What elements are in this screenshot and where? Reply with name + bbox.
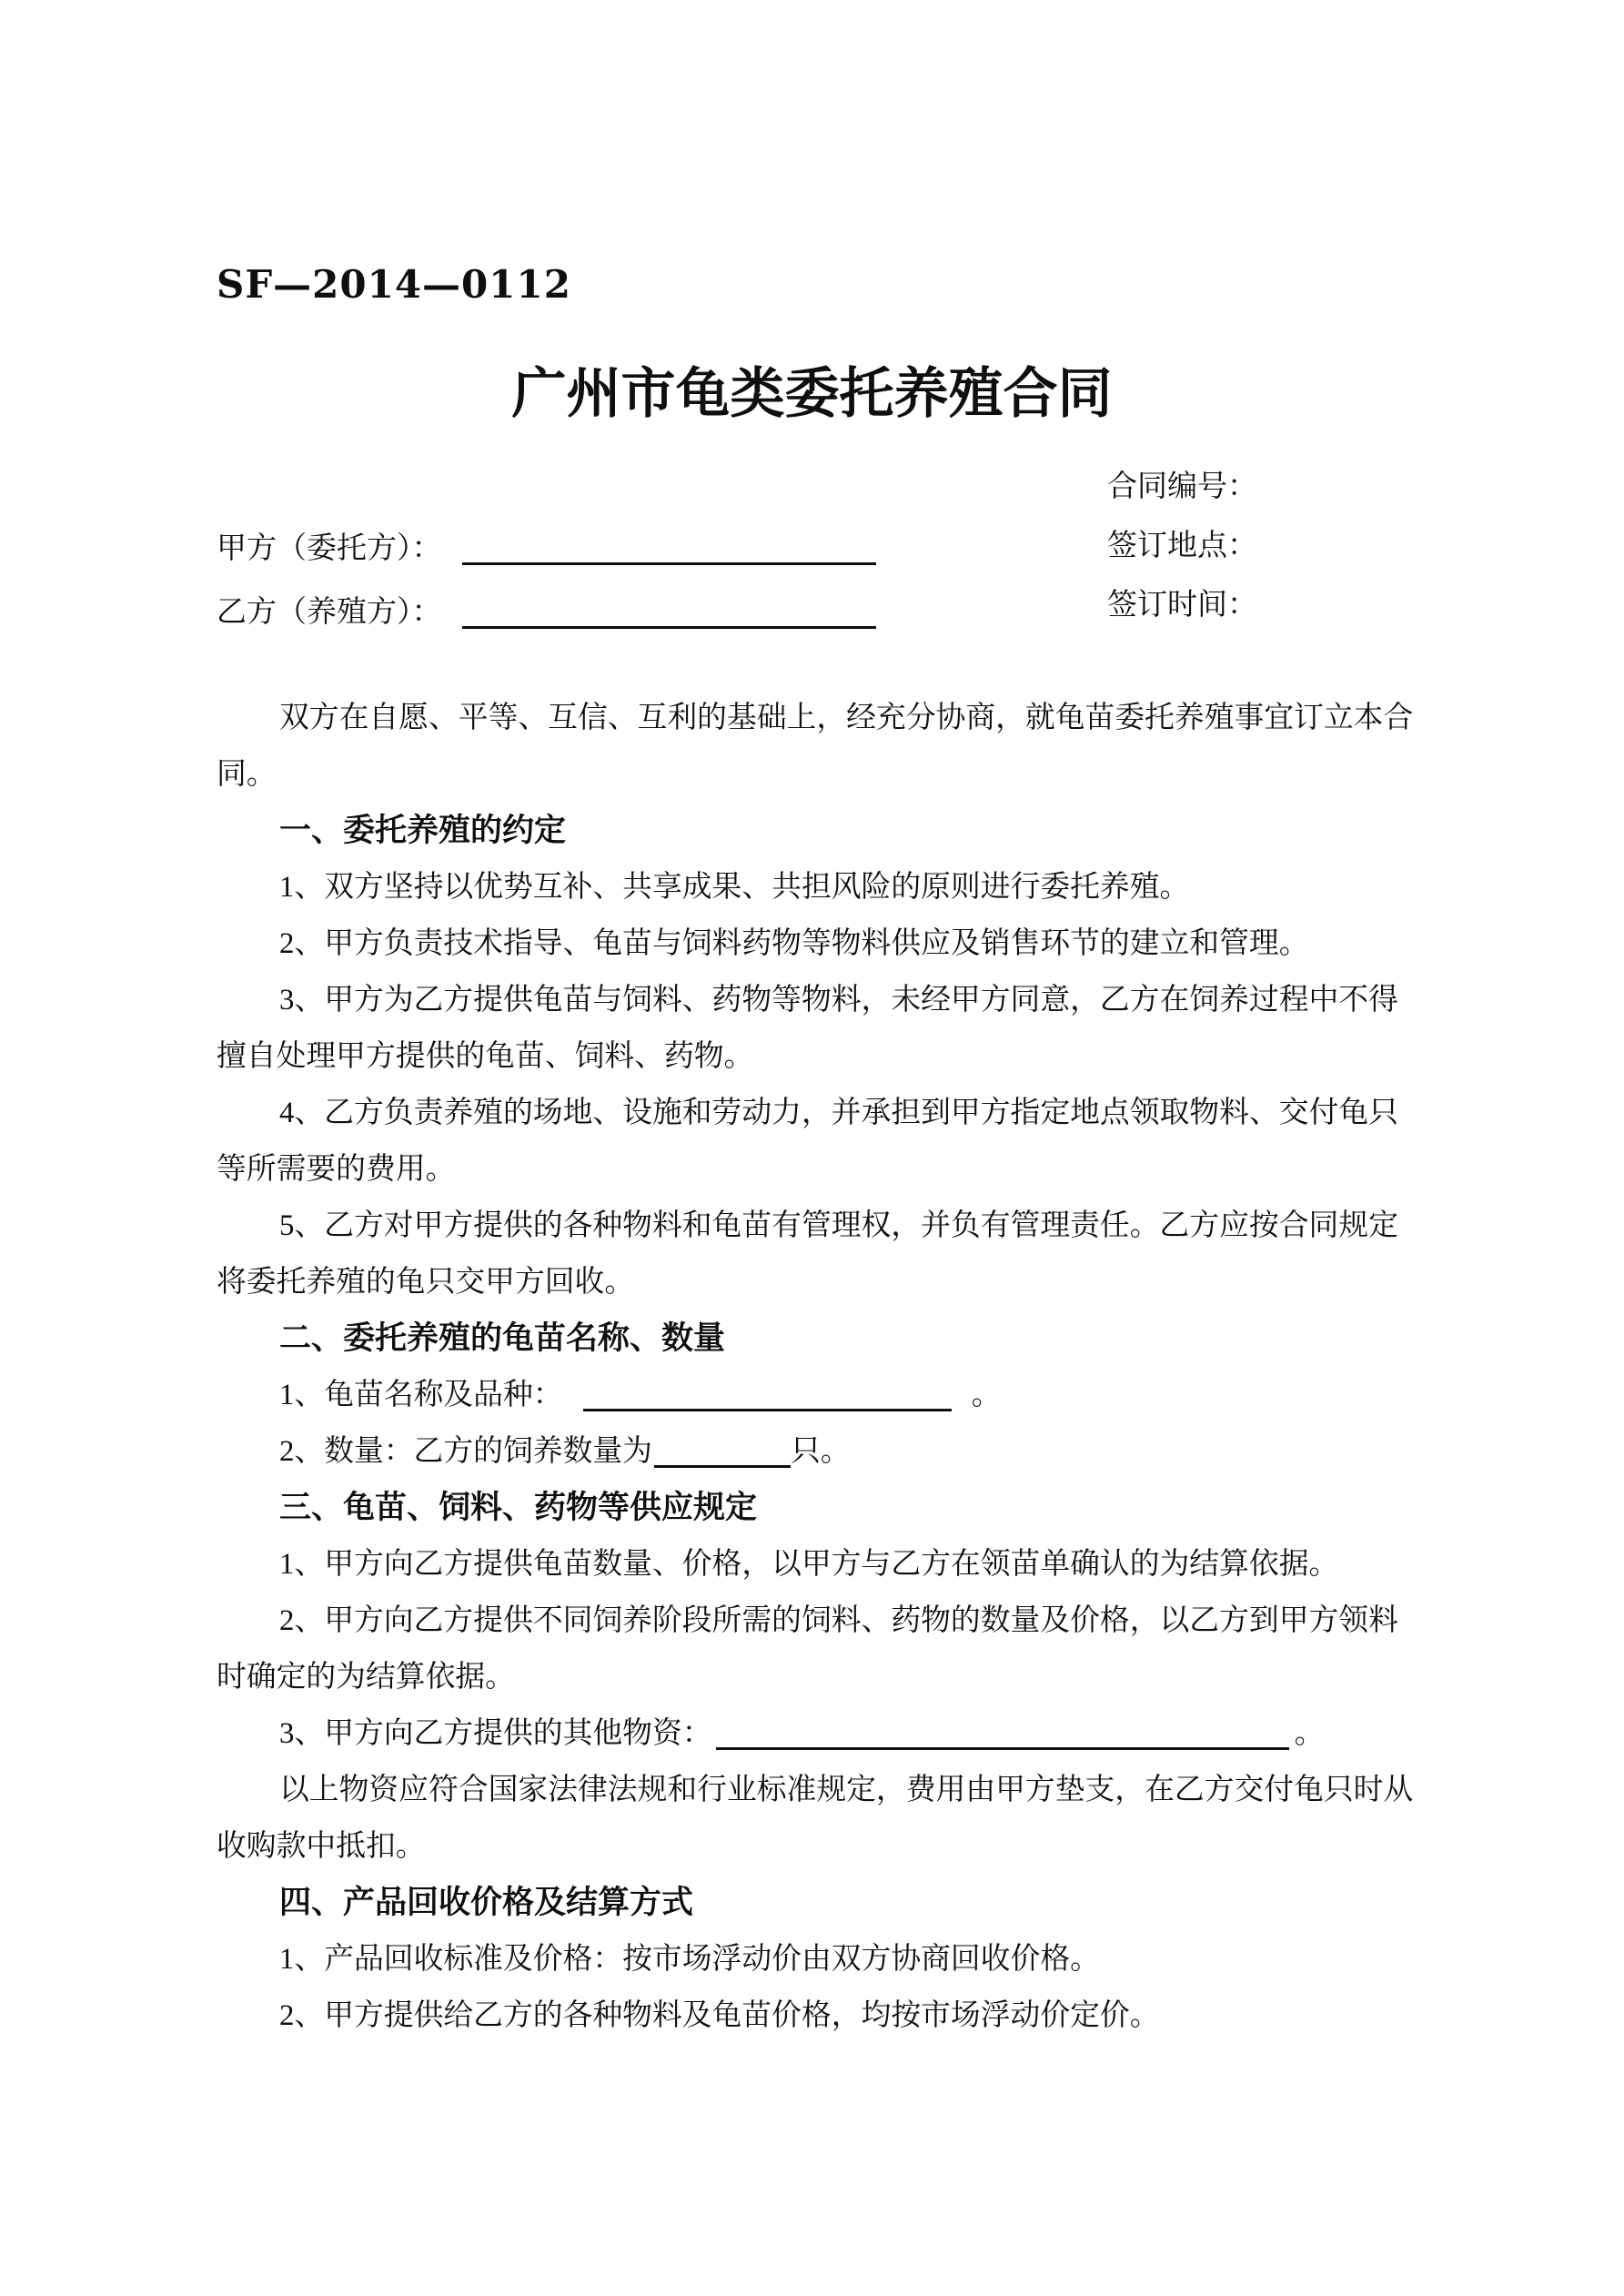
clause-line: 等所需要的费用。	[217, 1153, 456, 1186]
contract-body	[217, 690, 1417, 2044]
clause-text: 1、龟苗名称及品种：	[279, 1379, 563, 1411]
species-fill-in-blank	[583, 1379, 952, 1411]
header-fields	[217, 460, 1408, 655]
clause-line: 4、乙方负责养殖的场地、设施和劳动力，并承担到甲方指定地点领取物料、交付龟只	[279, 1097, 1398, 1129]
note-line: 以上物资应符合国家法律法规和行业标准规定，费用由甲方垫支，在乙方交付龟只时从	[279, 1774, 1414, 1806]
clause-line	[217, 1423, 1417, 1480]
intro-line: 同。	[217, 758, 277, 791]
sign-place-label: 签订地点：	[1107, 530, 1257, 562]
clause-line	[217, 1705, 1417, 1762]
clause-line: 擅自处理甲方提供的龟苗、饲料、药物。	[217, 1040, 754, 1073]
party-b-blank-line	[462, 596, 876, 629]
clause-line: 1、产品回收标准及价格：按市场浮动价由双方协商回收价格。	[279, 1943, 1100, 1976]
clause-line: 5、乙方对甲方提供的各种物料和龟苗有管理权，并负有管理责任。乙方应按合同规定	[279, 1209, 1398, 1242]
clause-line: 时确定的为结算依据。	[217, 1661, 515, 1694]
section-3-heading: 三、龟苗、饲料、药物等供应规定	[279, 1490, 758, 1526]
clause-line: 3、甲方为乙方提供龟苗与饲料、药物等物料，未经甲方同意，乙方在饲养过程中不得	[279, 984, 1398, 1017]
party-a-blank-line	[462, 532, 876, 565]
contract-title: 广州市龟类委托养殖合同	[511, 362, 1113, 426]
sign-time-label: 签订时间：	[1107, 589, 1257, 622]
quantity-fill-in-blank	[654, 1435, 791, 1468]
intro-line: 双方在自愿、平等、互信、互利的基础上，经充分协商，就龟苗委托养殖事宜订立本合	[279, 702, 1414, 734]
contract-no-label: 合同编号：	[1107, 470, 1257, 503]
party-b-row	[217, 581, 876, 644]
section-4-heading: 四、产品回收价格及结算方式	[279, 1885, 694, 1921]
section-1-heading: 一、委托养殖的约定	[279, 813, 567, 849]
parties-column	[217, 517, 876, 644]
signing-info-column	[1107, 458, 1257, 635]
clause-text: 3、甲方向乙方提供的其他物资：	[279, 1717, 712, 1750]
doc-code: SF—2014—0112	[217, 262, 571, 307]
party-a-label: 甲方（委托方）：	[217, 532, 442, 565]
party-a-row	[217, 517, 876, 581]
clause-line: 将委托养殖的龟只交甲方回收。	[217, 1266, 635, 1299]
clause-line: 1、甲方向乙方提供龟苗数量、价格，以甲方与乙方在领苗单确认的为结算依据。	[279, 1548, 1339, 1581]
clause-line: 1、双方坚持以优势互补、共享成果、共担风险的原则进行委托养殖。	[279, 871, 1190, 904]
clause-text: 。	[1294, 1717, 1325, 1750]
clause-text: 2、数量：乙方的饲养数量为	[279, 1435, 652, 1468]
clause-line: 2、甲方负责技术指导、龟苗与饲料药物等物料供应及销售环节的建立和管理。	[279, 927, 1309, 960]
clause-line: 2、甲方提供给乙方的各种物料及龟苗价格，均按市场浮动价定价。	[279, 1999, 1160, 2032]
clause-line: 2、甲方向乙方提供不同饲养阶段所需的饲料、药物的数量及价格，以乙方到甲方领料	[279, 1604, 1398, 1637]
clause-text: 。	[971, 1379, 1002, 1411]
clause-line	[217, 1367, 1417, 1423]
note-line: 收购款中抵扣。	[217, 1830, 426, 1863]
other-materials-fill-in-blank	[716, 1717, 1289, 1750]
party-b-label: 乙方（养殖方）：	[217, 596, 442, 629]
clause-text: 只。	[790, 1435, 851, 1468]
section-2-heading: 二、委托养殖的龟苗名称、数量	[279, 1320, 726, 1357]
